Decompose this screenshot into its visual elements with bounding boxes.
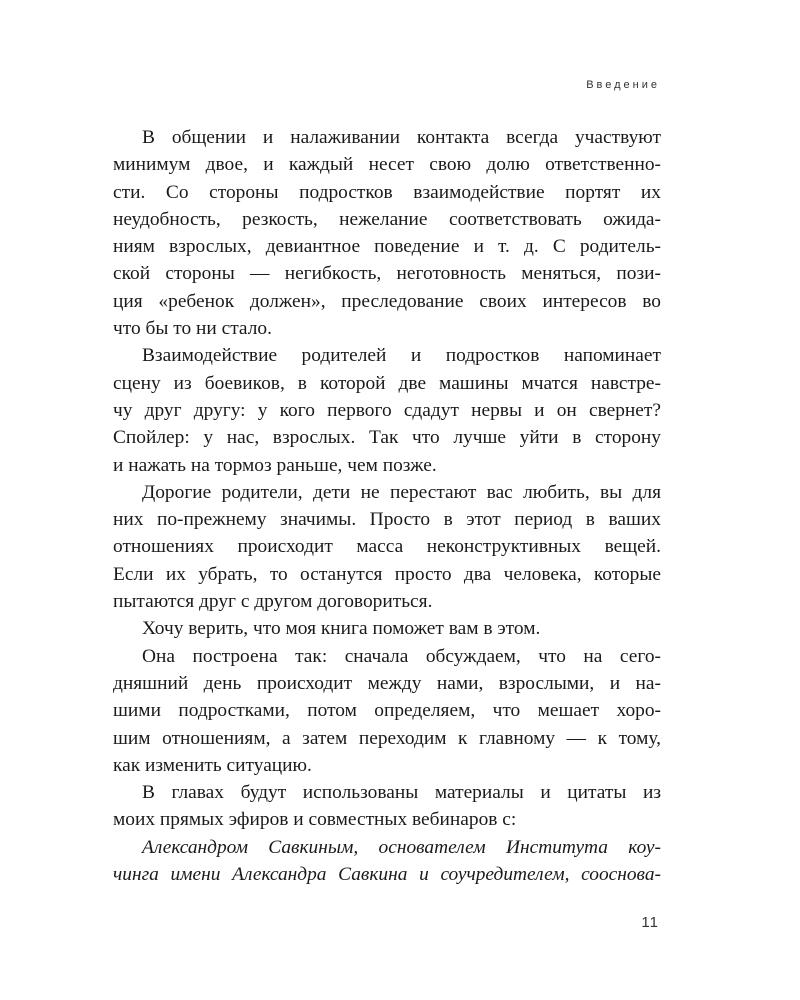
text-line: как изменить ситуацию. <box>113 754 312 776</box>
text-line: сцену из боевиков, в которой две машины мчатся навстре- <box>113 372 661 394</box>
text-line: сти. Со стороны подростков взаимодействие портят их <box>113 181 661 203</box>
text-line: В главах будут использованы материалы и цитаты из <box>142 782 661 804</box>
text-line: отношениях происходит масса неконструктивных вещей. <box>113 536 661 558</box>
text-line: В общении и налаживании контакта всегда участвуют <box>142 127 661 148</box>
text-line: моих прямых эфиров и совместных вебинаров с: <box>113 809 517 831</box>
text-line: пытаются друг с другом договориться. <box>113 591 433 613</box>
text-line: что бы то ни стало. <box>113 318 272 340</box>
text-line: Взаимодействие родителей и подростков напоминает <box>142 345 661 367</box>
text-line: шим отношениям, а затем переходим к главному — к тому, <box>113 727 661 749</box>
text-line: Она построена так: сначала обсуждаем, что на сего- <box>142 645 661 667</box>
page-number: 11 <box>641 914 659 931</box>
text-line: шими подростками, потом определяем, что мешает хоро- <box>113 700 661 722</box>
text-line: минимум двое, и каждый несет свою долю ответственно- <box>113 154 661 176</box>
text-line: ской стороны — негибкость, неготовность меняться, пози- <box>113 263 661 285</box>
text-line: ция «ребенок должен», преследование своих интересов во <box>113 290 661 312</box>
running-head: Введение <box>586 79 660 91</box>
text-line: ниям взрослых, девиантное поведение и т. д. С родитель- <box>113 236 661 258</box>
text-line: Дорогие родители, дети не перестают вас любить, вы для <box>142 481 661 503</box>
text-line: Спойлер: у нас, взрослых. Так что лучше уйти в сторону <box>113 427 661 449</box>
text-line: Хочу верить, что моя книга поможет вам в этом. <box>142 618 541 640</box>
text-line: чинга имени Александра Савкина и соучредителем, сооснова- <box>113 864 661 886</box>
text-line: них по-прежнему значимы. Просто в этот период в ваших <box>113 509 661 531</box>
text-line: дняшний день происходит между нами, взрослыми, и на- <box>113 672 661 694</box>
text-line: и нажать на тормоз раньше, чем позже. <box>113 454 437 476</box>
body-text <box>113 124 661 888</box>
text-line: Если их убрать, то останутся просто два человека, которые <box>113 563 661 585</box>
text-line: чу друг другу: у кого первого сдадут нервы и он свернет? <box>113 399 661 421</box>
text-line: Александром Савкиным, основателем Института коу- <box>142 836 661 858</box>
text-line: неудобность, резкость, нежелание соответствовать ожида- <box>113 208 661 230</box>
